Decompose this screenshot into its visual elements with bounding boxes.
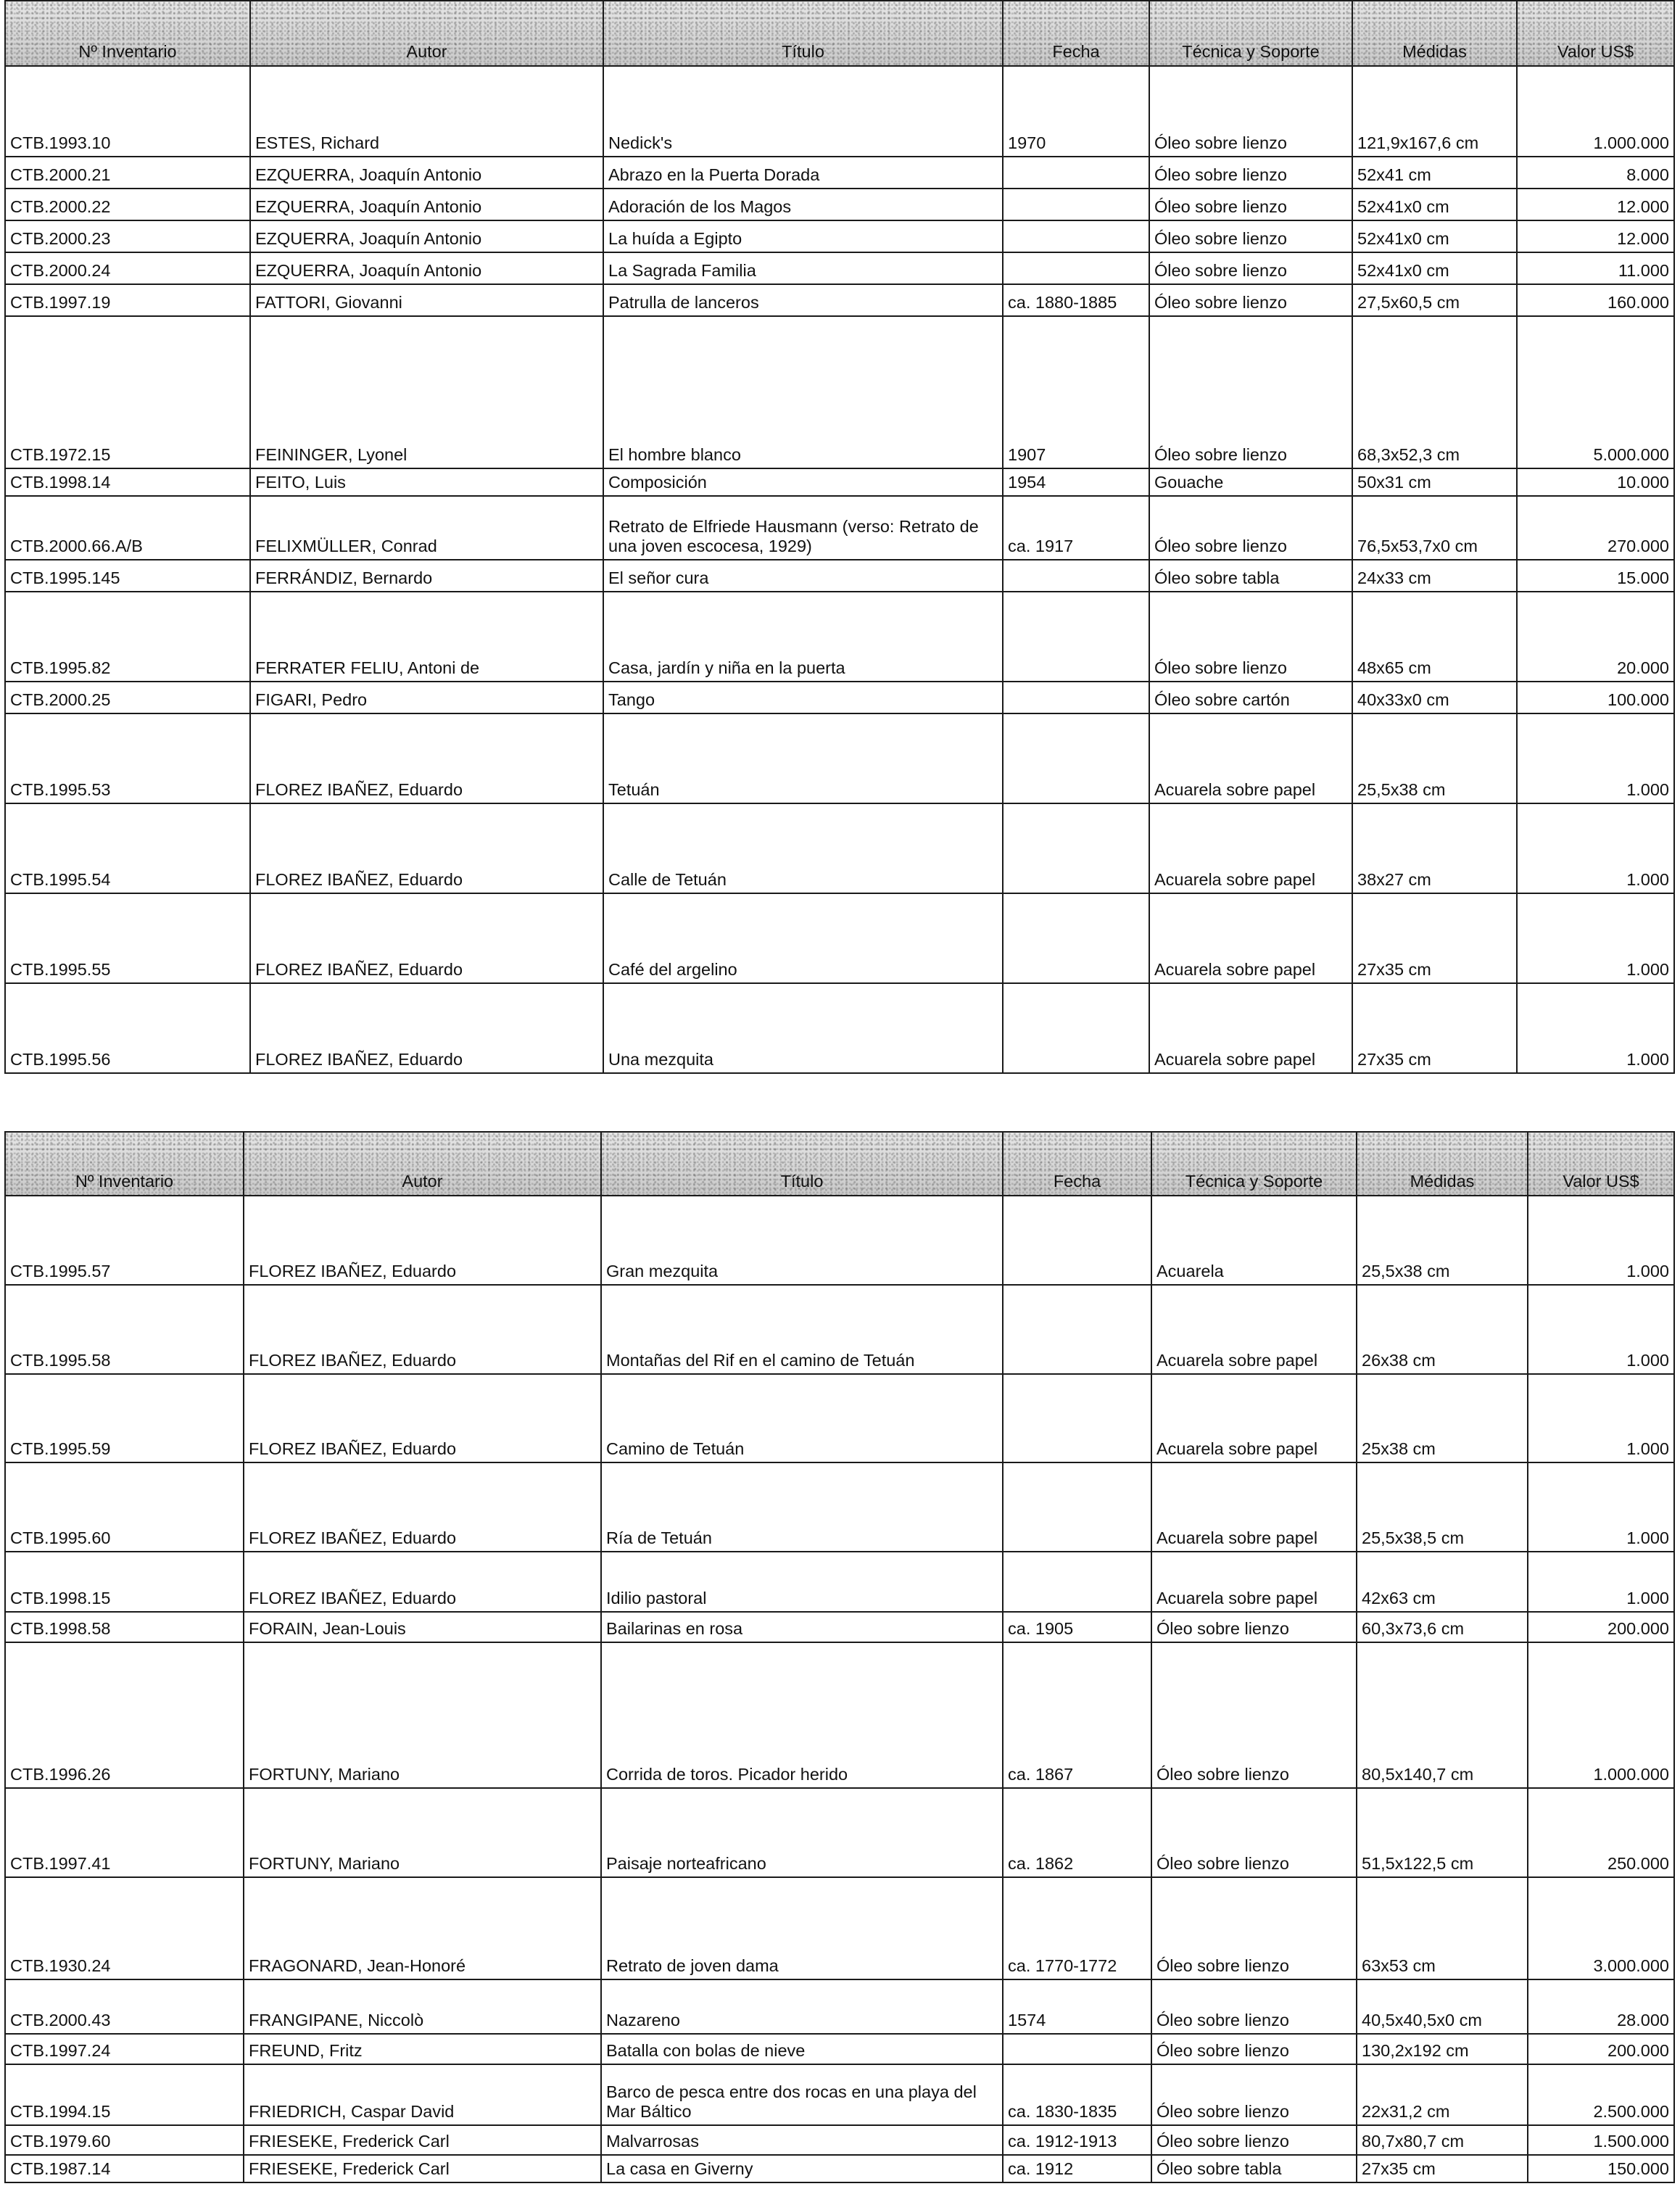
cell-fecha: ca. 1905 — [1003, 1612, 1151, 1642]
cell-titulo: Tango — [603, 682, 1003, 713]
cell-titulo: Adoración de los Magos — [603, 189, 1003, 220]
cell-tecnica: Óleo sobre lienzo — [1151, 1642, 1357, 1788]
cell-autor: EZQUERRA, Joaquín Antonio — [250, 157, 603, 189]
cell-tecnica: Acuarela sobre papel — [1149, 983, 1352, 1073]
col-header-autor: Autor — [250, 1, 603, 66]
cell-fecha — [1003, 1552, 1151, 1612]
cell-medidas: 121,9x167,6 cm — [1352, 66, 1517, 157]
table-row — [5, 803, 1674, 893]
cell-fecha — [1003, 2034, 1151, 2064]
cell-fecha: ca. 1867 — [1003, 1642, 1151, 1788]
cell-valor: 1.500.000 — [1528, 2125, 1674, 2155]
cell-fecha: 1907 — [1003, 316, 1149, 468]
cell-autor: FLOREZ IBAÑEZ, Eduardo — [250, 803, 603, 893]
cell-titulo: Café del argelino — [603, 893, 1003, 983]
cell-tecnica: Acuarela — [1151, 1196, 1357, 1285]
cell-fecha — [1003, 220, 1149, 252]
cell-autor: FLOREZ IBAÑEZ, Eduardo — [250, 983, 603, 1073]
cell-fecha: ca. 1917 — [1003, 496, 1149, 560]
cell-autor: FLOREZ IBAÑEZ, Eduardo — [244, 1462, 601, 1552]
cell-medidas: 27x35 cm — [1357, 2155, 1528, 2182]
cell-autor: FERRATER FELIU, Antoni de — [250, 592, 603, 682]
cell-valor: 2.500.000 — [1528, 2064, 1674, 2125]
cell-titulo: Tetuán — [603, 713, 1003, 803]
table-row — [5, 1612, 1674, 1642]
cell-fecha: ca. 1770-1772 — [1003, 1877, 1151, 1979]
cell-tecnica: Óleo sobre lienzo — [1151, 1612, 1357, 1642]
cell-tecnica: Acuarela sobre papel — [1149, 713, 1352, 803]
table-row — [5, 1788, 1674, 1877]
cell-inventario: CTB.1930.24 — [5, 1877, 244, 1979]
cell-valor: 10.000 — [1517, 468, 1674, 496]
cell-tecnica: Óleo sobre lienzo — [1149, 189, 1352, 220]
col-header-tecnica: Técnica y Soporte — [1151, 1132, 1357, 1196]
table-row — [5, 157, 1674, 189]
cell-titulo: Paisaje norteafricano — [601, 1788, 1003, 1877]
table-row — [5, 66, 1674, 157]
table-header-row — [5, 1, 1674, 66]
cell-autor: ESTES, Richard — [250, 66, 603, 157]
cell-inventario: CTB.2000.66.A/B — [5, 496, 250, 560]
cell-inventario: CTB.1995.53 — [5, 713, 250, 803]
cell-autor: FLOREZ IBAÑEZ, Eduardo — [250, 713, 603, 803]
cell-inventario: CTB.1993.10 — [5, 66, 250, 157]
cell-fecha — [1003, 189, 1149, 220]
cell-titulo: La casa en Giverny — [601, 2155, 1003, 2182]
cell-tecnica: Óleo sobre lienzo — [1149, 220, 1352, 252]
cell-valor: 1.000 — [1517, 803, 1674, 893]
cell-titulo: Abrazo en la Puerta Dorada — [603, 157, 1003, 189]
cell-valor: 1.000 — [1528, 1196, 1674, 1285]
cell-tecnica: Acuarela sobre papel — [1151, 1374, 1357, 1462]
cell-medidas: 60,3x73,6 cm — [1357, 1612, 1528, 1642]
col-header-medidas: Médidas — [1352, 1, 1517, 66]
col-header-fecha: Fecha — [1003, 1, 1149, 66]
cell-tecnica: Óleo sobre lienzo — [1149, 316, 1352, 468]
cell-medidas: 38x27 cm — [1352, 803, 1517, 893]
cell-tecnica: Gouache — [1149, 468, 1352, 496]
cell-tecnica: Óleo sobre lienzo — [1149, 252, 1352, 284]
cell-valor: 11.000 — [1517, 252, 1674, 284]
cell-titulo: Batalla con bolas de nieve — [601, 2034, 1003, 2064]
cell-valor: 12.000 — [1517, 220, 1674, 252]
cell-inventario: CTB.1997.24 — [5, 2034, 244, 2064]
cell-titulo: Barco de pesca entre dos rocas en una playa del Mar Báltico — [601, 2064, 1003, 2125]
cell-tecnica: Óleo sobre lienzo — [1149, 496, 1352, 560]
cell-tecnica: Óleo sobre tabla — [1151, 2155, 1357, 2182]
cell-titulo: Camino de Tetuán — [601, 1374, 1003, 1462]
cell-titulo: Casa, jardín y niña en la puerta — [603, 592, 1003, 682]
cell-valor: 1.000.000 — [1517, 66, 1674, 157]
col-header-fecha: Fecha — [1003, 1132, 1151, 1196]
table-row — [5, 220, 1674, 252]
cell-fecha — [1003, 682, 1149, 713]
cell-medidas: 25,5x38 cm — [1357, 1196, 1528, 1285]
cell-inventario: CTB.1995.58 — [5, 1285, 244, 1374]
cell-fecha: ca. 1912 — [1003, 2155, 1151, 2182]
cell-inventario: CTB.2000.24 — [5, 252, 250, 284]
cell-autor: FRIESEKE, Frederick Carl — [244, 2125, 601, 2155]
cell-autor: FLOREZ IBAÑEZ, Eduardo — [244, 1285, 601, 1374]
table-row — [5, 1285, 1674, 1374]
cell-inventario: CTB.1994.15 — [5, 2064, 244, 2125]
cell-tecnica: Óleo sobre lienzo — [1151, 2125, 1357, 2155]
cell-medidas: 63x53 cm — [1357, 1877, 1528, 1979]
cell-tecnica: Acuarela sobre papel — [1151, 1462, 1357, 1552]
cell-autor: FERRÁNDIZ, Bernardo — [250, 560, 603, 592]
cell-inventario: CTB.1998.58 — [5, 1612, 244, 1642]
table-row — [5, 592, 1674, 682]
cell-tecnica: Óleo sobre lienzo — [1151, 1979, 1357, 2034]
cell-fecha — [1003, 1285, 1151, 1374]
cell-inventario: CTB.1995.59 — [5, 1374, 244, 1462]
cell-titulo: Patrulla de lanceros — [603, 284, 1003, 316]
cell-valor: 270.000 — [1517, 496, 1674, 560]
cell-fecha — [1003, 983, 1149, 1073]
cell-tecnica: Acuarela sobre papel — [1151, 1285, 1357, 1374]
cell-medidas: 80,5x140,7 cm — [1357, 1642, 1528, 1788]
table-row — [5, 893, 1674, 983]
table-row — [5, 2034, 1674, 2064]
cell-valor: 160.000 — [1517, 284, 1674, 316]
cell-fecha — [1003, 713, 1149, 803]
table-row — [5, 1552, 1674, 1612]
cell-medidas: 22x31,2 cm — [1357, 2064, 1528, 2125]
table-row — [5, 2064, 1674, 2125]
table-row — [5, 496, 1674, 560]
table-row — [5, 316, 1674, 468]
cell-titulo: Calle de Tetuán — [603, 803, 1003, 893]
cell-autor: EZQUERRA, Joaquín Antonio — [250, 220, 603, 252]
cell-autor: FRANGIPANE, Niccolò — [244, 1979, 601, 2034]
cell-inventario: CTB.1997.41 — [5, 1788, 244, 1877]
cell-titulo: Composición — [603, 468, 1003, 496]
cell-fecha — [1003, 252, 1149, 284]
cell-medidas: 52x41x0 cm — [1352, 252, 1517, 284]
cell-fecha — [1003, 893, 1149, 983]
cell-fecha — [1003, 1462, 1151, 1552]
cell-fecha — [1003, 157, 1149, 189]
cell-titulo: Bailarinas en rosa — [601, 1612, 1003, 1642]
cell-tecnica: Óleo sobre lienzo — [1149, 157, 1352, 189]
table-row — [5, 560, 1674, 592]
table-row — [5, 284, 1674, 316]
cell-medidas: 40,5x40,5x0 cm — [1357, 1979, 1528, 2034]
cell-autor: EZQUERRA, Joaquín Antonio — [250, 189, 603, 220]
cell-inventario: CTB.1995.82 — [5, 592, 250, 682]
cell-inventario: CTB.1996.26 — [5, 1642, 244, 1788]
cell-autor: FLOREZ IBAÑEZ, Eduardo — [244, 1552, 601, 1612]
cell-titulo: El hombre blanco — [603, 316, 1003, 468]
col-header-medidas: Médidas — [1357, 1132, 1528, 1196]
col-header-titulo: Título — [603, 1, 1003, 66]
cell-titulo: La Sagrada Familia — [603, 252, 1003, 284]
col-header-tecnica: Técnica y Soporte — [1149, 1, 1352, 66]
cell-medidas: 52x41x0 cm — [1352, 220, 1517, 252]
cell-inventario: CTB.2000.23 — [5, 220, 250, 252]
cell-valor: 1.000.000 — [1528, 1642, 1674, 1788]
cell-inventario: CTB.1995.57 — [5, 1196, 244, 1285]
table-row — [5, 1374, 1674, 1462]
cell-titulo: Montañas del Rif en el camino de Tetuán — [601, 1285, 1003, 1374]
cell-tecnica: Óleo sobre tabla — [1149, 560, 1352, 592]
cell-inventario: CTB.1995.56 — [5, 983, 250, 1073]
cell-tecnica: Óleo sobre lienzo — [1151, 1788, 1357, 1877]
col-header-titulo: Título — [601, 1132, 1003, 1196]
cell-titulo: Ría de Tetuán — [601, 1462, 1003, 1552]
cell-fecha — [1003, 803, 1149, 893]
cell-inventario: CTB.2000.21 — [5, 157, 250, 189]
cell-inventario: CTB.1995.60 — [5, 1462, 244, 1552]
table-row — [5, 189, 1674, 220]
cell-titulo: Nazareno — [601, 1979, 1003, 2034]
cell-valor: 1.000 — [1517, 983, 1674, 1073]
cell-tecnica: Acuarela sobre papel — [1149, 893, 1352, 983]
table-row — [5, 2125, 1674, 2155]
cell-inventario: CTB.1997.19 — [5, 284, 250, 316]
cell-autor: FLOREZ IBAÑEZ, Eduardo — [244, 1374, 601, 1462]
inventory-table-2 — [4, 1131, 1675, 2183]
cell-medidas: 52x41 cm — [1352, 157, 1517, 189]
cell-medidas: 68,3x52,3 cm — [1352, 316, 1517, 468]
cell-medidas: 80,7x80,7 cm — [1357, 2125, 1528, 2155]
cell-medidas: 48x65 cm — [1352, 592, 1517, 682]
cell-valor: 1.000 — [1528, 1552, 1674, 1612]
cell-inventario: CTB.1995.145 — [5, 560, 250, 592]
cell-medidas: 130,2x192 cm — [1357, 2034, 1528, 2064]
table-row — [5, 983, 1674, 1073]
cell-medidas: 25,5x38,5 cm — [1357, 1462, 1528, 1552]
cell-valor: 8.000 — [1517, 157, 1674, 189]
cell-titulo: Idilio pastoral — [601, 1552, 1003, 1612]
cell-autor: FELIXMÜLLER, Conrad — [250, 496, 603, 560]
cell-tecnica: Óleo sobre lienzo — [1149, 284, 1352, 316]
col-header-inventario: Nº Inventario — [5, 1, 250, 66]
cell-tecnica: Óleo sobre lienzo — [1149, 592, 1352, 682]
cell-autor: FORTUNY, Mariano — [244, 1788, 601, 1877]
table-row — [5, 1196, 1674, 1285]
cell-medidas: 27x35 cm — [1352, 893, 1517, 983]
cell-medidas: 76,5x53,7x0 cm — [1352, 496, 1517, 560]
cell-fecha — [1003, 592, 1149, 682]
table-header-row — [5, 1132, 1674, 1196]
col-header-valor: Valor US$ — [1528, 1132, 1674, 1196]
cell-valor: 250.000 — [1528, 1788, 1674, 1877]
cell-tecnica: Óleo sobre lienzo — [1149, 66, 1352, 157]
cell-valor: 1.000 — [1517, 893, 1674, 983]
col-header-valor: Valor US$ — [1517, 1, 1674, 66]
cell-inventario: CTB.1987.14 — [5, 2155, 244, 2182]
cell-fecha: ca. 1912-1913 — [1003, 2125, 1151, 2155]
cell-fecha: ca. 1880-1885 — [1003, 284, 1149, 316]
cell-inventario: CTB.1998.15 — [5, 1552, 244, 1612]
cell-valor: 12.000 — [1517, 189, 1674, 220]
cell-valor: 1.000 — [1517, 713, 1674, 803]
cell-autor: FRIEDRICH, Caspar David — [244, 2064, 601, 2125]
cell-autor: FEITO, Luis — [250, 468, 603, 496]
cell-inventario: CTB.1972.15 — [5, 316, 250, 468]
cell-medidas: 24x33 cm — [1352, 560, 1517, 592]
table-row — [5, 252, 1674, 284]
inventory-table-1 — [4, 0, 1675, 1074]
cell-fecha: ca. 1862 — [1003, 1788, 1151, 1877]
cell-titulo: La huída a Egipto — [603, 220, 1003, 252]
cell-medidas: 52x41x0 cm — [1352, 189, 1517, 220]
cell-tecnica: Óleo sobre lienzo — [1151, 2034, 1357, 2064]
cell-autor: FORTUNY, Mariano — [244, 1642, 601, 1788]
cell-titulo: Retrato de Elfriede Hausmann (verso: Retrato de una joven escocesa, 1929) — [603, 496, 1003, 560]
table-row — [5, 1462, 1674, 1552]
cell-autor: FRAGONARD, Jean-Honoré — [244, 1877, 601, 1979]
cell-autor: FREUND, Fritz — [244, 2034, 601, 2064]
cell-inventario: CTB.2000.25 — [5, 682, 250, 713]
table-row — [5, 1877, 1674, 1979]
cell-valor: 1.000 — [1528, 1462, 1674, 1552]
cell-tecnica: Acuarela sobre papel — [1151, 1552, 1357, 1612]
col-header-inventario: Nº Inventario — [5, 1132, 244, 1196]
cell-autor: FLOREZ IBAÑEZ, Eduardo — [250, 893, 603, 983]
cell-inventario: CTB.1995.54 — [5, 803, 250, 893]
cell-fecha: 1574 — [1003, 1979, 1151, 2034]
cell-fecha — [1003, 1374, 1151, 1462]
cell-medidas: 25,5x38 cm — [1352, 713, 1517, 803]
cell-tecnica: Óleo sobre lienzo — [1151, 2064, 1357, 2125]
cell-inventario: CTB.1979.60 — [5, 2125, 244, 2155]
cell-valor: 1.000 — [1528, 1374, 1674, 1462]
cell-medidas: 27,5x60,5 cm — [1352, 284, 1517, 316]
cell-valor: 28.000 — [1528, 1979, 1674, 2034]
cell-autor: EZQUERRA, Joaquín Antonio — [250, 252, 603, 284]
table-row — [5, 1642, 1674, 1788]
cell-fecha: 1970 — [1003, 66, 1149, 157]
cell-titulo: Malvarrosas — [601, 2125, 1003, 2155]
cell-autor: FLOREZ IBAÑEZ, Eduardo — [244, 1196, 601, 1285]
cell-medidas: 51,5x122,5 cm — [1357, 1788, 1528, 1877]
cell-titulo: Retrato de joven dama — [601, 1877, 1003, 1979]
cell-valor: 15.000 — [1517, 560, 1674, 592]
cell-valor: 20.000 — [1517, 592, 1674, 682]
cell-tecnica: Óleo sobre cartón — [1149, 682, 1352, 713]
table-row — [5, 713, 1674, 803]
cell-medidas: 25x38 cm — [1357, 1374, 1528, 1462]
cell-inventario: CTB.2000.43 — [5, 1979, 244, 2034]
table-row — [5, 468, 1674, 496]
cell-titulo: Gran mezquita — [601, 1196, 1003, 1285]
cell-valor: 100.000 — [1517, 682, 1674, 713]
col-header-autor: Autor — [244, 1132, 601, 1196]
table-row — [5, 1979, 1674, 2034]
cell-tecnica: Acuarela sobre papel — [1149, 803, 1352, 893]
cell-valor: 200.000 — [1528, 2034, 1674, 2064]
cell-medidas: 26x38 cm — [1357, 1285, 1528, 1374]
cell-autor: FATTORI, Giovanni — [250, 284, 603, 316]
cell-medidas: 27x35 cm — [1352, 983, 1517, 1073]
cell-tecnica: Óleo sobre lienzo — [1151, 1877, 1357, 1979]
cell-autor: FORAIN, Jean-Louis — [244, 1612, 601, 1642]
cell-autor: FEININGER, Lyonel — [250, 316, 603, 468]
cell-medidas: 42x63 cm — [1357, 1552, 1528, 1612]
cell-medidas: 40x33x0 cm — [1352, 682, 1517, 713]
cell-inventario: CTB.2000.22 — [5, 189, 250, 220]
cell-inventario: CTB.1998.14 — [5, 468, 250, 496]
cell-titulo: Nedick's — [603, 66, 1003, 157]
cell-valor: 1.000 — [1528, 1285, 1674, 1374]
table-row — [5, 2155, 1674, 2182]
cell-valor: 3.000.000 — [1528, 1877, 1674, 1979]
cell-valor: 200.000 — [1528, 1612, 1674, 1642]
cell-inventario: CTB.1995.55 — [5, 893, 250, 983]
cell-fecha: 1954 — [1003, 468, 1149, 496]
cell-titulo: El señor cura — [603, 560, 1003, 592]
cell-titulo: Corrida de toros. Picador herido — [601, 1642, 1003, 1788]
cell-fecha — [1003, 1196, 1151, 1285]
cell-titulo: Una mezquita — [603, 983, 1003, 1073]
cell-medidas: 50x31 cm — [1352, 468, 1517, 496]
cell-fecha — [1003, 560, 1149, 592]
cell-autor: FIGARI, Pedro — [250, 682, 603, 713]
cell-valor: 150.000 — [1528, 2155, 1674, 2182]
cell-fecha: ca. 1830-1835 — [1003, 2064, 1151, 2125]
cell-valor: 5.000.000 — [1517, 316, 1674, 468]
cell-autor: FRIESEKE, Frederick Carl — [244, 2155, 601, 2182]
table-row — [5, 682, 1674, 713]
